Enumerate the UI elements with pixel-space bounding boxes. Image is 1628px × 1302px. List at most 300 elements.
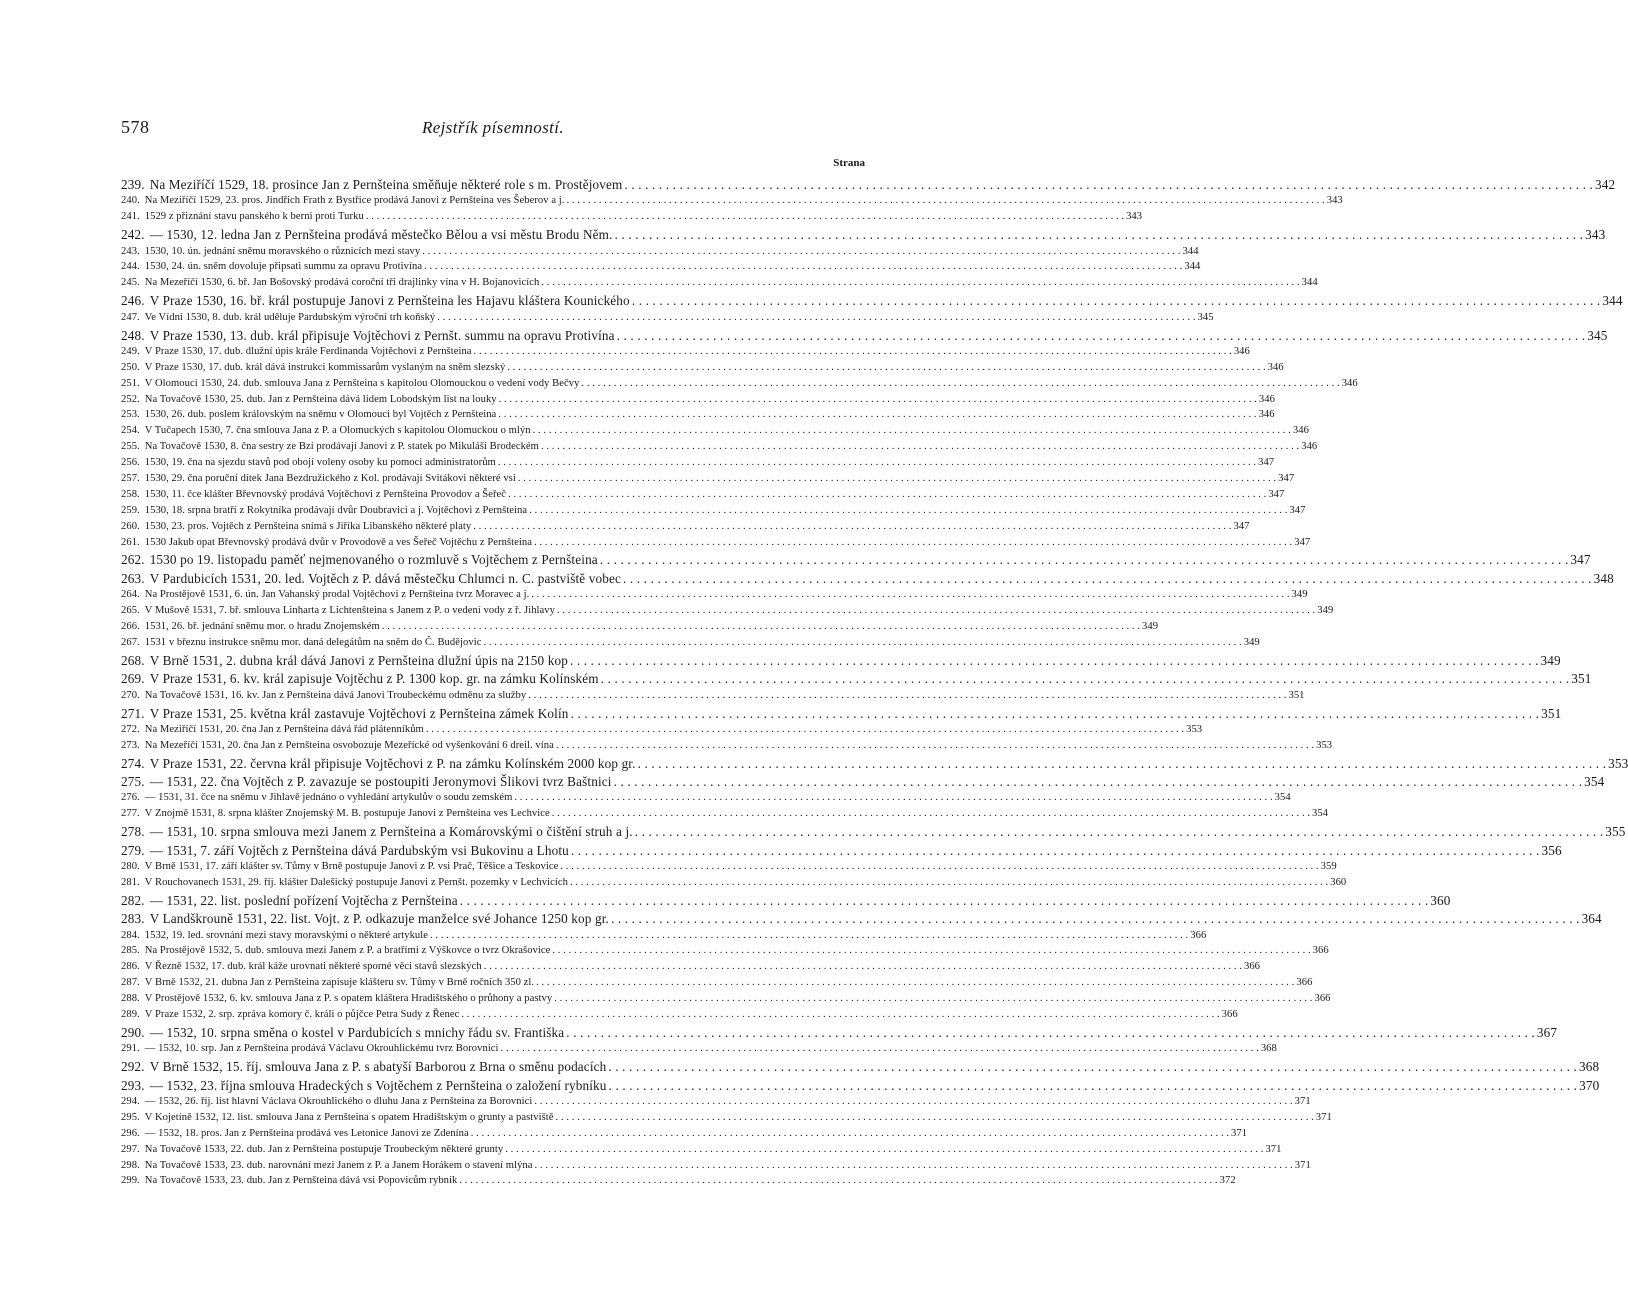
entry-number: 269.: [121, 671, 145, 687]
entry-number: 282.: [121, 892, 145, 908]
dot-leader: [426, 724, 1184, 735]
entry-number: 284.: [121, 929, 140, 941]
entry-page: 371: [1265, 1143, 1282, 1155]
list-item: [121, 1024, 1558, 1043]
entry-number: 273.: [121, 739, 140, 751]
entry-text: 1530, 11. čce klášter Břevnovský prodává Vojtěchovi z Pernšteina Provodov a Šeřeč: [144, 488, 507, 500]
dot-leader: [529, 505, 1287, 516]
entry-text: — 1531, 22. list. poslední pořízení Vojtěcha z Pernšteina: [149, 892, 458, 908]
list-item: [121, 409, 1275, 425]
entry-page: 353: [1316, 739, 1333, 751]
entry-page: 349: [1540, 652, 1561, 668]
dot-leader: [581, 378, 1339, 389]
entry-page: 344: [1301, 277, 1318, 289]
entry-text: V Landškrouně 1531, 22. list. Vojt. z P. odkazuje manželce své Johance 1250 kop gr.: [149, 911, 609, 927]
dot-leader: [623, 571, 1592, 587]
entry-page: 346: [1292, 425, 1309, 437]
entry-text: — 1531, 22. čna Vojtěch z P. zavazuje se postoupiti Jeronymovi Šlikovi tvrz Baštnici: [149, 774, 612, 790]
dot-leader: [617, 328, 1586, 344]
entry-page: 354: [1274, 792, 1291, 804]
entry-text: Na Tovačově 1533, 22. dub. Jan z Pernšteina postupuje Troubeckým některé grunty: [144, 1143, 504, 1155]
entry-number: 278.: [121, 824, 145, 840]
entry-page: 366: [1243, 961, 1261, 973]
entry-page: 349: [1317, 605, 1334, 617]
entry-page: 347: [1278, 473, 1295, 485]
dot-leader: [560, 861, 1318, 872]
list-item: [121, 739, 1333, 756]
dot-leader: [507, 362, 1265, 373]
list-item: [121, 277, 1318, 293]
dot-leader: [528, 690, 1286, 701]
entry-page: 371: [1231, 1127, 1248, 1139]
list-item: [121, 1095, 1311, 1112]
list-item: [121, 504, 1306, 521]
entry-text: 1530 Jakub opat Břevnovský prodává dvůr v Provodově a ves Šeřeč Vojtěchu z Pernšteina: [144, 536, 532, 548]
entry-page: 353: [1608, 755, 1628, 771]
entry-number: 249.: [121, 345, 140, 357]
list-item: [121, 929, 1207, 946]
entry-page: 359: [1320, 861, 1337, 873]
list-item: [121, 1111, 1332, 1128]
entry-page: 347: [1268, 488, 1285, 500]
entry-page: 356: [1541, 842, 1562, 858]
entry-text: Na Tovačově 1533, 23. dub. Jan z Pernšteina dává vsi Popovicům rybník: [144, 1175, 458, 1187]
entry-page: 344: [1184, 261, 1201, 273]
entry-page: 344: [1602, 293, 1623, 309]
entry-text: 1530, 10. ún. jednání sněmu moravského o různicích mezi stavy: [144, 245, 421, 257]
entry-text: Na Mezeříčí 1531, 20. čna Jan z Pernšteina osvobozuje Mezeřícké od vyšenkování 6 dreil. vína: [144, 739, 554, 751]
entry-text: V Kojetíně 1532, 12. list. smlouva Jana z Pernšteina s opatem Hradištským o grunty a pastviště: [144, 1111, 554, 1123]
entry-number: 256.: [121, 457, 140, 469]
entry-page: 346: [1341, 377, 1358, 389]
entry-page: 349: [1142, 621, 1159, 633]
entry-number: 268.: [121, 652, 145, 668]
entry-text: V Brně 1531, 17. září klášter sv. Tůmy v Brně postupuje Janovi z P. vsi Prač, Těšice a Teskovice: [144, 861, 559, 873]
entry-page: 345: [1587, 327, 1608, 343]
list-item: [121, 792, 1291, 808]
entry-number: 276.: [121, 792, 140, 804]
entry-text: — 1532, 18. pros. Jan z Pernšteina prodává ves Letonice Janovi ze Zdenína: [144, 1127, 469, 1139]
list-item: [121, 227, 1606, 245]
entry-text: V Praze 1530, 16. bř. král postupuje Janovi z Pernšteina les Hajavu kláštera Kounického: [149, 293, 630, 309]
entry-text: — 1531, 31. čce na sněmu v Jihlavě jednáno o vyhledání artykulův o soudu zemském: [144, 792, 513, 804]
dot-leader: [541, 441, 1299, 452]
dot-leader: [437, 312, 1195, 323]
dot-leader: [461, 1009, 1219, 1020]
list-item: [121, 705, 1562, 724]
entry-text: V Brně 1532, 15. říj. smlouva Jana z P. s abatyší Barborou z Brna o směnu podacích: [149, 1059, 607, 1075]
entry-number: 244.: [121, 261, 140, 273]
dot-leader: [531, 589, 1289, 600]
entry-page: 360: [1430, 892, 1451, 908]
entry-number: 265.: [121, 605, 140, 617]
dot-leader: [632, 293, 1601, 309]
dot-leader: [459, 1175, 1217, 1186]
entry-page: 371: [1294, 1095, 1311, 1107]
dot-leader: [518, 473, 1276, 484]
dot-leader: [498, 409, 1256, 420]
entry-page: 371: [1315, 1111, 1332, 1123]
dot-leader: [635, 824, 1604, 840]
list-item: [121, 293, 1623, 311]
entry-number: 296.: [121, 1127, 140, 1139]
dot-leader: [571, 843, 1540, 859]
list-item: [121, 473, 1295, 489]
list-item: [121, 1143, 1282, 1160]
list-item: [121, 892, 1451, 911]
entry-text: 1530, 24. ún. sněm dovoluje připsati summu za opravu Protivína: [144, 261, 423, 273]
dot-leader: [556, 1112, 1314, 1123]
entry-page: 347: [1289, 504, 1306, 516]
list-item: [121, 488, 1285, 505]
dot-leader: [508, 489, 1266, 500]
dot-leader: [609, 1078, 1578, 1094]
dot-leader: [430, 930, 1188, 941]
dot-leader: [600, 552, 1569, 568]
entry-page: 368: [1578, 1059, 1600, 1075]
entry-number: 293.: [121, 1077, 145, 1093]
entry-number: 295.: [121, 1111, 140, 1123]
dot-leader: [536, 977, 1294, 988]
dot-leader: [534, 537, 1292, 548]
dot-leader: [498, 457, 1256, 468]
running-title: Rejstřík písemností.: [421, 118, 565, 137]
list-item: [121, 842, 1562, 861]
list-item: [121, 377, 1358, 394]
entry-text: V Znojmě 1531, 8. srpna klášter Znojemský M. B. postupuje Janovi z Pernšteina ves Lechvice: [144, 808, 550, 820]
list-item: [121, 689, 1305, 706]
entry-number: 298.: [121, 1159, 140, 1171]
list-item: [121, 211, 1143, 227]
list-item: [121, 774, 1605, 792]
dot-leader: [422, 246, 1180, 257]
entry-text: V Pardubicích 1531, 20. led. Vojtěch z P. dává městečku Chlumci n. C. pastviště vobec: [149, 570, 621, 586]
list-item: [121, 945, 1329, 961]
entry-number: 291.: [121, 1043, 140, 1055]
entry-text: V Tučapech 1530, 7. čna smlouva Jana z P. a Olomuckých s kapitolou Olomuckou o mlýn: [144, 425, 531, 437]
entry-number: 267.: [121, 636, 140, 648]
list-item: [121, 1043, 1277, 1059]
entry-number: 299.: [121, 1175, 140, 1187]
entry-number: 245.: [121, 277, 140, 289]
dot-leader: [554, 993, 1312, 1004]
dot-leader: [557, 605, 1315, 616]
entry-number: 259.: [121, 504, 140, 516]
entry-number: 247.: [121, 311, 140, 323]
dot-leader: [424, 261, 1182, 272]
entry-number: 252.: [121, 393, 140, 405]
dot-leader: [570, 877, 1328, 888]
list-item: [121, 1077, 1600, 1096]
entry-text: Na Meziříčí 1531, 20. čna Jan z Pernšteina dává řád plátenníkům: [144, 723, 424, 735]
dot-leader: [514, 792, 1272, 803]
list-item: [121, 345, 1250, 362]
dot-leader: [566, 195, 1324, 206]
entry-list: [121, 177, 1628, 1191]
entry-page: 354: [1584, 774, 1605, 790]
entry-text: Na Mezeříčí 1530, 6. bř. Jan Bošovský prodává coroční tři drajlinky vína v H. Bojanovicích: [144, 277, 540, 289]
entry-number: 248.: [121, 327, 145, 343]
dot-leader: [614, 774, 1583, 790]
entry-page: 343: [1126, 211, 1143, 223]
list-item: [121, 1159, 1311, 1176]
entry-number: 240.: [121, 195, 140, 207]
list-item: [121, 671, 1592, 689]
list-item: [121, 261, 1201, 277]
dot-leader: [534, 1096, 1292, 1107]
entry-number: 289.: [121, 1009, 140, 1021]
entry-text: 1530, 19. čna na sjezdu stavů pod obojí voleny osoby ku pomoci administratorům: [144, 457, 496, 469]
entry-page: 347: [1258, 457, 1275, 469]
entry-page: 366: [1221, 1009, 1238, 1021]
entry-text: 1530, 29. čna poruční dítek Jana Bezdružického z Kol. prodávají Svitákovi některé vsi: [144, 473, 516, 485]
entry-number: 239.: [121, 177, 145, 192]
list-item: [121, 993, 1331, 1009]
entry-page: 343: [1585, 227, 1606, 243]
entry-page: 347: [1294, 536, 1311, 548]
dot-leader: [460, 893, 1429, 909]
entry-text: Na Tovačově 1531, 16. kv. Jan z Pernšteina dává Janovi Troubeckému odměnu za služby: [144, 689, 527, 701]
entry-text: 1530, 26. dub. poslem královským na sněmu v Olomouci byl Vojtěch z Pernšteina: [144, 409, 497, 421]
list-item: [121, 876, 1347, 893]
entry-number: 255.: [121, 441, 140, 453]
entry-text: V Řezně 1532, 17. dub. král káže urovnati některé sporné věci stavů slezských: [144, 961, 482, 973]
list-item: [121, 589, 1308, 605]
entry-page: 355: [1605, 824, 1626, 840]
entry-text: Na Meziříčí 1529, 18. prosince Jan z Pernšteina směňuje některé role s m. Prostějovem: [149, 177, 623, 192]
entry-text: V Rouchovanech 1531, 29. říj. klášter Dalešický postupuje Janovi z Pernšt. pozemky v Lechvicích: [144, 876, 568, 888]
list-item: [121, 977, 1313, 993]
entry-number: 264.: [121, 589, 140, 601]
entry-number: 287.: [121, 977, 140, 989]
dot-leader: [474, 346, 1232, 357]
list-item: [121, 177, 1616, 195]
list-item: [121, 520, 1250, 537]
dot-leader: [571, 706, 1540, 722]
entry-page: 368: [1260, 1043, 1277, 1055]
entry-number: 294.: [121, 1095, 140, 1107]
list-item: [121, 311, 1214, 328]
entry-text: 1530 po 19. listopadu paměť nejmenovaného o rozmluvě s Vojtěchem z Pernšteina: [149, 552, 598, 568]
entry-text: 1531 v březnu instrukce sněmu mor. daná delegátům na sněm do Č. Budějovic: [144, 636, 482, 648]
entry-page: 353: [1186, 723, 1203, 735]
entry-text: V Praze 1531, 25. května král zastavuje Vojtěchovi z Pernšteina zámek Kolín: [149, 705, 569, 721]
entry-page: 349: [1243, 636, 1260, 648]
dot-leader: [473, 521, 1231, 532]
entry-text: 1529 z přiznání stavu panského k berni proti Turku: [144, 211, 364, 223]
list-item: [121, 536, 1311, 553]
list-item: [121, 605, 1334, 621]
entry-page: 349: [1291, 589, 1308, 601]
entry-page: 372: [1219, 1175, 1236, 1187]
list-item: [121, 441, 1318, 457]
list-item: [121, 457, 1275, 473]
entry-page: 366: [1312, 945, 1329, 957]
page-header: [121, 117, 865, 143]
list-item: [121, 808, 1329, 824]
entry-page: 366: [1296, 977, 1313, 989]
entry-page: 346: [1233, 345, 1250, 357]
entry-page: 367: [1536, 1024, 1558, 1040]
list-item: [121, 961, 1261, 977]
page-number: 578: [121, 117, 150, 137]
page-column-label: Strana: [833, 157, 865, 169]
entry-number: 285.: [121, 945, 140, 957]
entry-text: — 1530, 12. ledna Jan z Pernšteina prodává městečko Bělou a vsi městu Brodu Něm.: [149, 227, 613, 243]
entry-text: V Olomouci 1530, 24. dub. smlouva Jana z Pernšteina s kapitolou Olomouckou o vedení vody Bečvy: [144, 377, 580, 389]
entry-text: V Praze 1530, 17. dub. dlužní úpis krále Ferdinanda Vojtěchovi z Pernšteina: [144, 345, 472, 357]
entry-page: 351: [1541, 705, 1562, 721]
entry-page: 343: [1326, 195, 1343, 207]
entry-page: 351: [1288, 689, 1305, 701]
entry-text: — 1532, 26. říj. list hlavní Václava Okrouhlického o dluhu Jana z Pernšteina za Borovnici: [144, 1095, 533, 1107]
entry-page: 346: [1301, 441, 1318, 453]
entry-page: 354: [1312, 808, 1329, 820]
entry-page: 345: [1197, 311, 1214, 323]
entry-text: Na Prostějově 1531, 6. ún. Jan Vahanský prodal Vojtěchovi z Pernšteina tvrz Moravec a j.: [144, 589, 530, 601]
entry-page: 347: [1233, 520, 1250, 532]
entry-number: 241.: [121, 211, 140, 223]
entry-number: 274.: [121, 755, 145, 771]
entry-page: 347: [1570, 552, 1591, 568]
entry-number: 271.: [121, 705, 145, 721]
entry-text: V Brně 1531, 2. dubna král dává Janovi z Pernšteina dlužní úpis na 2150 kop: [149, 652, 568, 668]
dot-leader: [382, 621, 1140, 632]
entry-number: 258.: [121, 488, 140, 500]
list-item: [121, 327, 1608, 346]
entry-number: 262.: [121, 552, 145, 568]
entry-text: — 1532, 10. srpna směna o kostel v Pardubicích s mnichy řádu sv. Františka: [149, 1024, 565, 1040]
list-item: [121, 195, 1343, 211]
entry-page: 371: [1294, 1159, 1311, 1171]
dot-leader: [483, 637, 1241, 648]
entry-page: 342: [1595, 177, 1616, 192]
entry-text: V Praze 1530, 17. dub. král dává instrukci kommissarům vyslaným na sněm slezský: [144, 361, 506, 373]
list-item: [121, 723, 1203, 740]
entry-number: 286.: [121, 961, 140, 973]
entry-text: V Prostějově 1532, 6. kv. smlouva Jana z P. s opatem kláštera Hradištského o průhony a pastvy: [144, 993, 553, 1005]
dot-leader: [615, 227, 1584, 243]
entry-number: 261.: [121, 536, 140, 548]
entry-number: 272.: [121, 723, 140, 735]
entry-text: 1530, 18. srpna bratří z Rokytníka prodávají dvůr Doubravici a j. Vojtěchovi z Pernšteina: [144, 504, 528, 516]
entry-number: 279.: [121, 842, 145, 858]
list-item: [121, 552, 1591, 570]
entry-number: 283.: [121, 911, 145, 927]
list-item: [121, 361, 1284, 378]
list-item: [121, 1009, 1238, 1025]
dot-leader: [624, 177, 1593, 193]
entry-text: V Praze 1532, 2. srp. zpráva komory č. králi o půjčce Petra Sudy z Řenec: [144, 1009, 460, 1021]
dot-leader: [505, 1144, 1263, 1155]
list-item: [121, 425, 1309, 441]
entry-text: 1531, 26. bř. jednání sněmu mor. o hradu Znojemském: [144, 621, 380, 633]
entry-number: 251.: [121, 377, 140, 389]
entry-number: 253.: [121, 409, 140, 421]
list-item: [121, 245, 1199, 262]
entry-number: 257.: [121, 473, 140, 485]
list-item: [121, 1127, 1248, 1144]
dot-leader: [552, 945, 1310, 956]
entry-page: 344: [1182, 245, 1199, 257]
dot-leader: [611, 911, 1580, 927]
list-item: [121, 824, 1626, 842]
entry-number: 277.: [121, 808, 140, 820]
entry-number: 254.: [121, 425, 140, 437]
entry-page: 346: [1258, 393, 1275, 405]
entry-text: V Praze 1531, 6. kv. král zapisuje Vojtěchu z P. 1300 kop. gr. na zámku Kolínském: [149, 671, 599, 687]
entry-text: — 1531, 7. září Vojtěch z Pernšteina dává Pardubským vsi Bukovinu a Lhotu: [149, 842, 569, 858]
entry-page: 348: [1593, 570, 1614, 586]
list-item: [121, 911, 1602, 929]
entry-page: 346: [1267, 361, 1284, 373]
entry-text: — 1531, 10. srpna smlouva mezi Janem z Pernšteina a Komárovskými o čištění struh a j.: [149, 824, 633, 840]
entry-number: 270.: [121, 689, 140, 701]
dot-leader: [638, 756, 1607, 772]
list-item: [121, 755, 1628, 774]
dot-leader: [484, 961, 1242, 972]
dot-leader: [608, 1059, 1577, 1075]
dot-leader: [552, 808, 1310, 819]
dot-leader: [366, 211, 1124, 222]
entry-text: V Praze 1530, 13. dub. král připisuje Vojtěchovi z Pernšt. summu na opravu Protivína: [149, 327, 615, 343]
entry-page: 351: [1571, 671, 1592, 687]
dot-leader: [601, 671, 1570, 687]
entry-text: Na Meziříčí 1529, 23. pros. Jindřich Frath z Bystřice prodává Janovi z Pernšteina ves Šeberov a j.: [144, 195, 565, 207]
entry-text: V Praze 1531, 22. června král připisuje Vojtěchovi z P. na zámku Kolínském 2000 kop gr.: [149, 755, 636, 771]
entry-text: — 1532, 10. srp. Jan z Pernšteina prodává Václavu Okrouhlickému tvrz Borovnici: [144, 1043, 499, 1055]
entry-number: 275.: [121, 774, 145, 790]
entry-text: 1532, 19. led. srovnání mezi stavy moravskými o některé artykule: [144, 929, 429, 941]
entry-number: 263.: [121, 570, 145, 586]
entry-number: 250.: [121, 361, 140, 373]
entry-text: — 1532, 23. října smlouva Hradeckých s Vojtěchem z Pernšteina o založení rybníku: [149, 1077, 607, 1093]
entry-number: 280.: [121, 861, 140, 873]
list-item: [121, 1175, 1236, 1191]
dot-leader: [499, 394, 1257, 405]
entry-number: 260.: [121, 520, 140, 532]
entry-page: 366: [1314, 993, 1331, 1005]
entry-text: Na Tovačově 1530, 25. dub. Jan z Pernšteina dává lidem Lobodským list na louky: [144, 393, 497, 405]
entry-page: 364: [1581, 911, 1602, 927]
dot-leader: [533, 425, 1291, 436]
entry-number: 290.: [121, 1024, 145, 1040]
entry-number: 281.: [121, 876, 140, 888]
entry-text: Na Tovačově 1530, 8. čna sestry ze Bzí prodávají Janovi z P. statek po Mikuláši Brodeckém: [144, 441, 539, 453]
entry-text: Ve Vídni 1530, 8. dub. král uděluje Pardubským výroční trh koňský: [144, 311, 436, 323]
entry-number: 288.: [121, 993, 140, 1005]
list-item: [121, 652, 1561, 671]
entry-text: Na Prostějově 1532, 5. dub. smlouva mezi Janem z P. a bratřími z Výškovce o tvrz Okrašovice: [144, 945, 551, 957]
list-item: [121, 1059, 1600, 1077]
dot-leader: [570, 653, 1539, 669]
entry-text: Na Tovačově 1533, 23. dub. narovnání mezi Janem z P. a Janem Horákem o stavení mlýna: [144, 1159, 533, 1171]
dot-leader: [556, 740, 1314, 751]
entry-number: 242.: [121, 227, 145, 243]
entry-text: V Brně 1532, 21. dubna Jan z Pernšteina zapisuje klášteru sv. Tůmy v Brně ročních 350 zl.: [144, 977, 535, 989]
entry-text: V Mušově 1531, 7. bř. smlouva Linharta z Lichtenšteina s Janem z P. o vedení vody z ř. Jihlavy: [144, 605, 555, 617]
entry-number: 292.: [121, 1059, 145, 1075]
entry-page: 366: [1190, 929, 1207, 941]
list-item: [121, 570, 1614, 589]
list-item: [121, 621, 1159, 637]
dot-leader: [541, 277, 1299, 288]
list-item: [121, 636, 1260, 653]
dot-leader: [566, 1025, 1535, 1041]
list-item: [121, 861, 1337, 877]
entry-page: 346: [1258, 409, 1275, 421]
list-item: [121, 393, 1275, 410]
